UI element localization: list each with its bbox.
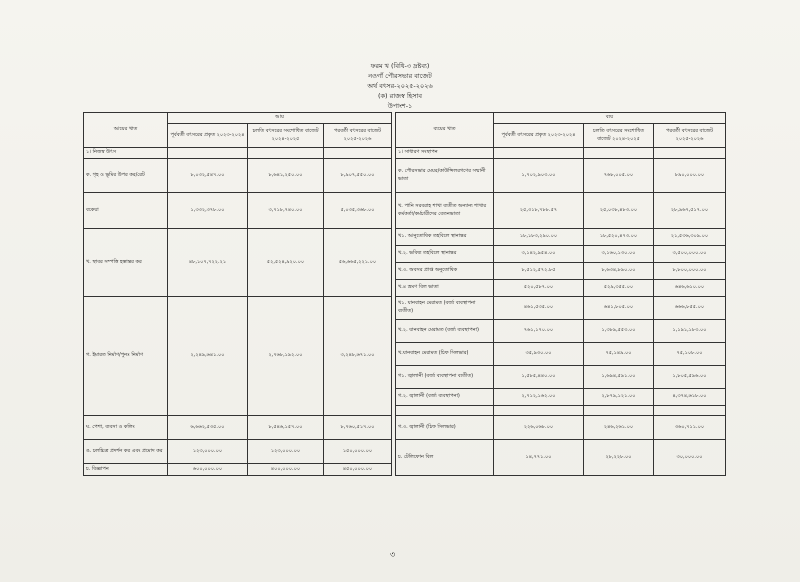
expense-group-title: ব্যয়: [494, 113, 726, 124]
expense-row-next: ৮৯০,০০০.০০: [654, 159, 726, 193]
expense-row-next: ২১,৫৩৬,৩০৯.০০: [654, 229, 726, 246]
expense-row-label: গ১. জ্বালানী (বর্জ্য ব্যবস্থাপনা ব্যতীত): [396, 366, 494, 389]
expense-row-label: চ. টেলিফোন বিল: [396, 440, 494, 476]
expense-row-label: ক. পৌরসভার মেয়র/কাউন্সিলরগণের সম্মানী ভাতা: [396, 159, 494, 193]
income-section-label: ১। নিজস্ব উৎস: [84, 148, 168, 159]
income-row-prev: ৪৮,১০৭,৭২২.২১: [168, 229, 248, 297]
income-group-title: আয়: [168, 113, 392, 124]
expense-col-next: পরবর্তী বৎসরের বাজেট ২০২৫-২০২৬: [654, 124, 726, 148]
income-row-cur: ৪০০,০০০.০০: [248, 464, 324, 476]
income-col-next: পরবর্তী বৎসরের বাজেট ২০২৫-২০২৬: [324, 124, 392, 148]
expense-row-label: গ.৩. জ্বালানী (চিফ সিলভার): [396, 416, 494, 440]
expense-row-label: খ. পানি সরবরাহ শাখা ব্যতীত অন্যান্য শাখার কর্মকর্তা/কর্মচারীদের বেতনভাতা: [396, 193, 494, 229]
income-row-cur: ১২৩,০০০.০০: [248, 440, 324, 464]
header-fiscal-year: অর্থ বৎসর-২০২৫-২০২৬: [367, 82, 433, 90]
expense-row-cur: ৩,১৬০,১৩০.০০: [584, 246, 654, 263]
expense-row-cur: ২৪৬,২৬১.০০: [584, 416, 654, 440]
income-head-col: আয়ের খাত: [84, 113, 168, 148]
expense-row-next: ১,৮০৫,৫৯৬.০০: [654, 366, 726, 389]
income-row-label: বকেয়া: [84, 193, 168, 229]
expense-row-prev: ৩,১৪২,৯৫৪.০০: [494, 246, 584, 263]
expense-row-label: খ১. আনুতোষিক তহবিলে স্থানান্তর: [396, 229, 494, 246]
income-row-next: ১৫০,০০০.০০: [324, 440, 392, 464]
expense-row-prev: ২২৬,০৬৮.০০: [494, 416, 584, 440]
expense-row-next: ১,১৯১,১৮৩.০০: [654, 320, 726, 343]
expense-row-prev: ৭৬১,১৭০.০০: [494, 320, 584, 343]
expense-row-cur: ৫২৯,৩৫৫.০০: [584, 280, 654, 297]
expense-row-label: খ.২. ভবিষ্য তহবিলে স্থানান্তর: [396, 246, 494, 263]
expense-row-prev: ৩৫,৯৩০.০০: [494, 343, 584, 366]
header-form-line: ফরম খ (বিধি-৩ দ্রষ্টব্য): [370, 62, 430, 70]
expense-row-next: ৩৬০,৭১১.০০: [654, 416, 726, 440]
income-row-prev: ৬০০,০০০.০০: [168, 464, 248, 476]
income-row-cur: ২,৭৬৮,১৯২.০০: [248, 297, 324, 416]
expense-row-label: খ১. যানবাহন মেরামত (বর্জ্য ব্যবস্থাপনা ব্যতীত): [396, 297, 494, 320]
income-row-next: ৪৫০,০০০.০০: [324, 464, 392, 476]
expense-col-cur: চলতি বৎসরের সংশোধিত বাজেট ২০২৪-২০২৫: [584, 124, 654, 148]
expense-section-label: ১। সাধারণ সংস্থাপন: [396, 148, 494, 159]
expense-row-next: ৭৫,১০৮.০০: [654, 343, 726, 366]
expense-row-next: ২৮,৯৬৭,৫১৭.০০: [654, 193, 726, 229]
expense-row-cur: ১,৬৯৪,৫৯১.০০: [584, 366, 654, 389]
expense-row-next: ৮,৮০০,০০০.০০: [654, 263, 726, 280]
expense-col-prev: পূর্ববর্তী বৎসরের প্রকৃত ২০২৩-২০২৪: [494, 124, 584, 148]
income-row-next: ৮,৭৬০,৫১৭.০০: [324, 416, 392, 440]
income-col-prev: পূর্ববর্তী বৎসরের প্রকৃত ২০২৩-২০২৪: [168, 124, 248, 148]
expense-row-prev: ৮,৫১২,৫৭২.৮৫: [494, 263, 584, 280]
budget-table: [83, 112, 726, 476]
income-row-cur: ৫২,৫২৪,৯২০.০০: [248, 229, 324, 297]
income-row-cur: ৮,৫৪৬,১৫৭.০০: [248, 416, 324, 440]
expense-row-prev: ১৪,৭৭১.০০: [494, 440, 584, 476]
expense-row-cur: ৭৬৮,০০৫.০০: [584, 159, 654, 193]
expense-row-cur: ১,৩৮৯,৫৫৩.০০: [584, 320, 654, 343]
expense-row-next: ৬৬৬,৮৫৫.০০: [654, 297, 726, 320]
expense-row-label: খ.৪ ভ্রমণ বিল ভাতা: [396, 280, 494, 297]
expense-row-label: খ.২. যানবাহন মেরামত (বর্জ্য ব্যবস্থাপনা): [396, 320, 494, 343]
header-municipality: নওগাঁ পৌরসভার বাজেট: [368, 72, 432, 80]
page-number: ৩: [390, 550, 396, 559]
expense-row-prev: ১,৫৮৫,৪৪০.০০: [494, 366, 584, 389]
income-row-prev: ৮,০৩২,৫৪৭.০০: [168, 159, 248, 193]
expense-row-prev: ৫২০,৫৮৭.০০: [494, 280, 584, 297]
expense-row-prev: ১,৭০২,৯০৩.০০: [494, 159, 584, 193]
income-row-label: গ. ইমারত নির্মাণ/পুনঃ নির্মাণ: [84, 297, 168, 416]
income-col-cur: চলতি বৎসরের সংশোধিত বাজেট ২০২৪-২০২৫: [248, 124, 324, 148]
expense-row-label: খ.৩. অবসর প্রাপ্ত অনুতোষিক: [396, 263, 494, 280]
expense-head-col: ব্যয়ের খাত: [396, 113, 494, 148]
expense-row-cur: ৬৪১,৮০৫.০০: [584, 297, 654, 320]
expense-row-next: ৬৪৬,৬১০.০০: [654, 280, 726, 297]
expense-row-next: ৩০,০০০.০০: [654, 440, 726, 476]
expense-row-next: ৪,৩৭৪,৬১৮.০০: [654, 389, 726, 406]
expense-row-prev: ৪৬১,৫৩৫.০০: [494, 297, 584, 320]
header-subsection: উপাংশ-১: [387, 102, 413, 110]
expense-row-cur: ২৫,০৩৮,৪৮৩.০০: [584, 193, 654, 229]
income-row-cur: ৮,৬৪১,২৫০.০০: [248, 159, 324, 193]
income-row-prev: ১২৩,০০০.০০: [168, 440, 248, 464]
income-row-next: ৩,২৪৮,৬৭১.০০: [324, 297, 392, 416]
expense-row-prev: ২,৭১২,১৬২.০০: [494, 389, 584, 406]
expense-row-cur: ২,৮৭৯,১২১.০০: [584, 389, 654, 406]
expense-row-next: ৩,৫০০,০০০.০০: [654, 246, 726, 263]
income-row-next: ৫,০৩৫,৩৬৮.০০: [324, 193, 392, 229]
expense-row-prev: ২৫,৩১৮,৭৮৮.৫৭: [494, 193, 584, 229]
income-row-prev: ২,২৪৯,৬৪১.০০: [168, 297, 248, 416]
income-row-label: ঘ. পেশা, ব্যবসা ও কলিং: [84, 416, 168, 440]
income-row-label: ক. গৃহ ও ভূমির উপর কর/রেট: [84, 159, 168, 193]
income-row-label: চ. বিজ্ঞাপন: [84, 464, 168, 476]
income-row-label: ঙ. চলচ্চিত্র প্রদর্শন কর এবং প্রমোদ কর: [84, 440, 168, 464]
income-row-cur: ৩,৭১৮,৭৪০.০০: [248, 193, 324, 229]
expense-row-cur: ৮,৬৩৪,৮৯০.০০: [584, 263, 654, 280]
header-revenue-account: (ক) রাজস্ব হিসাব: [377, 92, 423, 100]
expense-row-label: গ.২. জ্বালানী (বর্জ্য ব্যবস্থাপনা): [396, 389, 494, 406]
expense-row-cur: ১৮,৫২০,৪৭৩.০০: [584, 229, 654, 246]
income-row-prev: ৬,৬৬২,৫৩৫.০০: [168, 416, 248, 440]
expense-row-cur: ৭৫,১৪৯.০০: [584, 343, 654, 366]
expense-row-cur: ২৮,২২৮.০০: [584, 440, 654, 476]
income-row-next: ৮,৯০৭,৫৫০.০০: [324, 159, 392, 193]
income-row-prev: ১,৩৩২,৩৭৮.০০: [168, 193, 248, 229]
expense-row-label: খ.যানবাহন মেরামত (চিফ সিলভার): [396, 343, 494, 366]
income-row-label: খ. স্থাবর সম্পত্তি হস্তান্তর কর: [84, 229, 168, 297]
income-row-next: ৫৬,৬৬৫,২২১.০০: [324, 229, 392, 297]
expense-row-prev: ১৮,১৮৩,২৯০.০০: [494, 229, 584, 246]
